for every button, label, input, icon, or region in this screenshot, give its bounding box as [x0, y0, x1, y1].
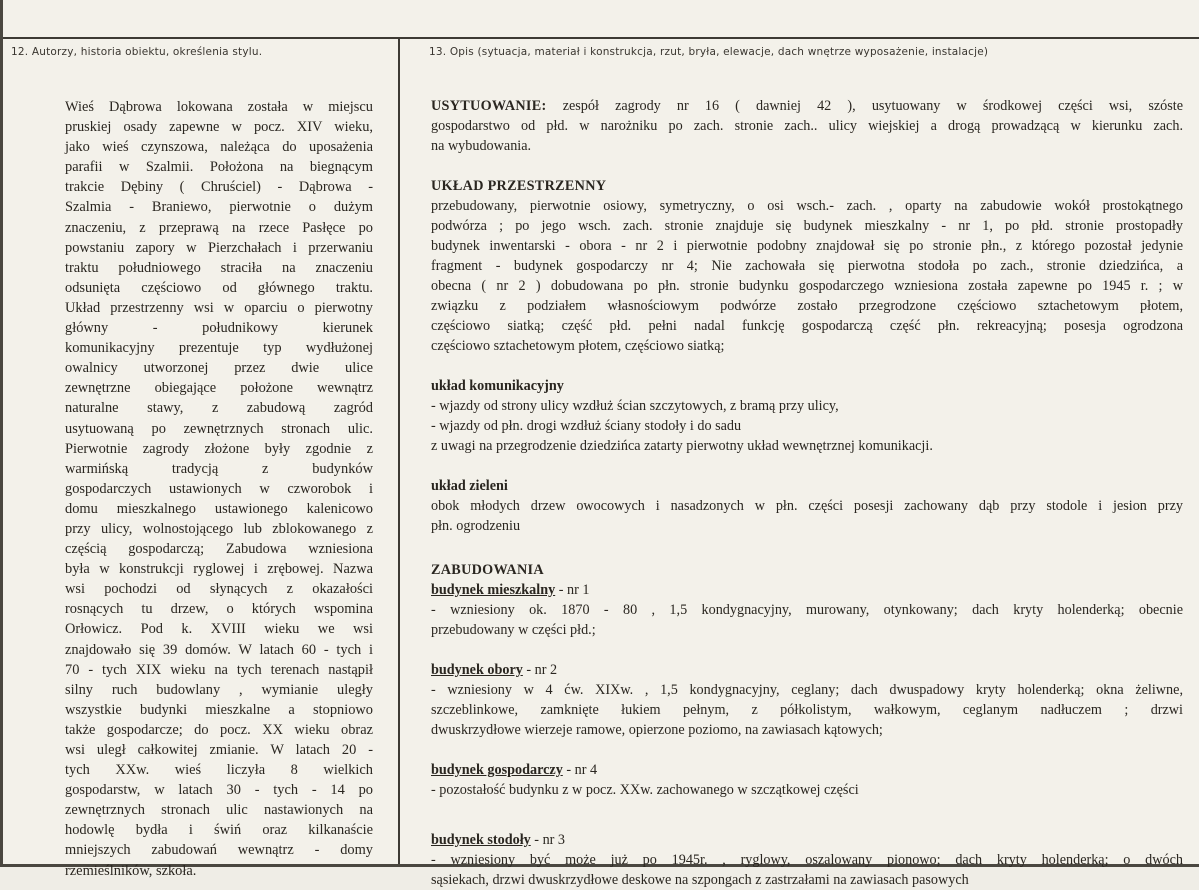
- building-number: - nr 1: [555, 582, 590, 598]
- building-name: budynek obory: [431, 662, 523, 678]
- history-line: rzemieślników, szkoła.: [65, 862, 197, 879]
- history-line: naturalne stawy, z zabudową zagród: [65, 400, 373, 417]
- uklad-line: związku z podziałem własnościowym podwórze zostało przegrodzone częściowo sztachetowym płotem,: [431, 298, 1183, 314]
- history-line: jako wieś czynszowa, należąca do uposażenia: [65, 139, 373, 156]
- history-line: znaczeniu, z przeprawą na rzece Pasłęce po: [65, 219, 373, 236]
- komunikacja-line: z uwagi na przegrodzenie dziedzińca zatarty pierwotny układ wewnętrznej komunikacji.: [431, 438, 933, 454]
- history-line: Pierwotnie zagrody złożone były zgodnie z: [65, 440, 373, 457]
- zielen-lines: [431, 496, 1183, 536]
- history-line: wsi uległ całkowitej zmianie. W latach 20 -: [65, 742, 373, 758]
- uklad-line: przebudowany, pierwotnie osiowy, symetryczny, o osi wsch.- zach. , oparty na zabudowie wokół prostokątnego: [431, 198, 1183, 214]
- zabudowania-heading: ZABUDOWANIA: [431, 562, 544, 578]
- komunikacja-heading: układ komunikacyjny: [431, 378, 564, 394]
- zielen-heading: układ zieleni: [431, 478, 508, 494]
- buildings-list: [431, 580, 1183, 890]
- history-line: traktu południowego straciła na znaczeniu: [65, 259, 373, 276]
- komunikacja-line: - wjazdy od strony ulicy wzdłuż ścian szczytowych, z bramą przy ulicy,: [431, 398, 839, 414]
- history-line: gospodarstw, w latach 30 - tych - 14 po: [65, 782, 373, 799]
- building-heading: [431, 580, 1183, 600]
- history-line: Wieś Dąbrowa lokowana została w miejscu: [65, 99, 373, 115]
- history-line: także gospodarcze; do pocz. XX wieku obraz: [65, 721, 373, 738]
- uklad-line: podwórza ; po jego wsch. zach. stronie znajduje się budynek mieszkalny - nr 1, po płd. stronie prostopadły: [431, 218, 1183, 234]
- usytuowanie-line-0: [431, 96, 1183, 116]
- history-line: wszystkie budynki mieszkalne a stopniowo: [65, 701, 373, 718]
- history-line: była w konstrukcji ryglowej i zrębowej. Nazwa: [65, 561, 373, 578]
- history-line: komunikacyjny prezentuje typ wydłużonej: [65, 340, 373, 357]
- history-line: mniejszych zabudowań wewnątrz - domy: [65, 842, 373, 859]
- history-line: powstaniu zapory w Pierzchałach i przerwaniu: [65, 239, 373, 256]
- usytuowanie-line-2: na wybudowania.: [431, 138, 532, 154]
- history-line: owalnicy utworzonej przez dwie ulice: [65, 360, 373, 377]
- building-name: budynek gospodarczy: [431, 762, 563, 778]
- history-line: przy ulicy, wolnostojącego lub zblokowanego z: [65, 520, 373, 537]
- building-name: budynek mieszkalny: [431, 582, 556, 598]
- history-line: zewnętrzne obiegające położone wewnątrz: [65, 380, 373, 397]
- building-heading: [431, 760, 1183, 780]
- building-line: przebudowany w części płd.;: [431, 622, 596, 638]
- history-line: odsunięta częściowo od głównego traktu.: [65, 279, 373, 296]
- uklad-line: obecna ( nr 2 ) dobudowana po płn. stronie budynku gospodarczego wzniesiona została zapewne po 1945 r. ; w: [431, 278, 1183, 294]
- building-line: - pozostałość budynku z w pocz. XXw. zachowanego w szczątkowej części: [431, 782, 859, 798]
- zielen-line: płn. ogrodzeniu: [431, 518, 521, 534]
- building-entry: [431, 760, 1183, 800]
- building-number: - nr 4: [562, 762, 598, 778]
- top-rule: [3, 37, 1199, 39]
- building-line: - wzniesiony być może już po 1945r. , ryglowy, oszalowany pionowo; dach kryty holenderką; o dwóch: [431, 852, 1183, 868]
- history-line: rosnących tu drzew, o których wspomina: [65, 601, 373, 618]
- komunikacja-lines: [431, 396, 1183, 456]
- history-text: [65, 97, 373, 881]
- building-line: - wzniesiony w 4 ćw. XIXw. , 1,5 kondygnacyjny, ceglany; dach dwuspadowy kryty holenderką; okna żeliwne,: [431, 682, 1183, 698]
- history-line: Układ przestrzenny wsi w oparciu o pierwotny: [65, 299, 373, 316]
- building-entry: [431, 580, 1183, 640]
- building-line: - wzniesiony ok. 1870 - 80 , 1,5 kondygnacyjny, murowany, otynkowany; dach kryty holenderką; obecnie: [431, 602, 1183, 618]
- history-line: Orłowicz. Pod k. XVIII wieku we wsi: [65, 621, 373, 638]
- history-line: pruskiej osady zapewne w pocz. XIV wieku,: [65, 119, 373, 136]
- history-line: Szalmia - Braniewo, pierwotnie o dużym: [65, 199, 373, 216]
- building-heading: [431, 660, 1183, 680]
- building-entry: [431, 830, 1183, 890]
- history-line: zewnętrznych stronach ulic nastawionych na: [65, 802, 373, 819]
- building-heading: [431, 830, 1183, 850]
- komunikacja-line: - wjazdy od płn. drogi wzdłuż ściany stodoły i do sadu: [431, 418, 742, 434]
- usytuowanie-line-1: gospodarstwo od płd. w narożniku po zach. stronie zach.. ulicy wiejskiej a drogą prowadzącą w kierunku zach.: [431, 118, 1183, 134]
- history-line: usytuowaną po zewnętrznych stronach ulic.: [65, 420, 373, 437]
- history-line: główny - południkowy kierunek: [65, 320, 373, 337]
- building-entry: [431, 660, 1183, 740]
- history-line: 70 - tych XIX wieku na tych terenach nastąpił: [65, 661, 373, 678]
- history-line: wsi pochodzi od słynących z okazałości: [65, 581, 373, 598]
- building-number: - nr 2: [522, 662, 558, 678]
- section-13-header: 13. Opis (sytuacja, materiał i konstrukcja, rzut, bryła, elewacje, dach wnętrze wyposażenie, instalacje): [429, 46, 989, 58]
- history-line: tych XXw. wieś liczyła 8 wielkich: [65, 762, 373, 779]
- building-line: szczeblinkowe, zamknięte łukiem pełnym, z półkolistym, wałkowym, ceglanym nadłuczem ; drzwi: [431, 702, 1183, 718]
- building-line: sąsiekach, drzwi dwuskrzydłowe deskowe na szpongach z zastrzałami na zawiasach pasowych: [431, 872, 969, 888]
- building-number: - nr 3: [530, 832, 566, 848]
- history-line: hodowlę bydła i świń oraz kilkanaście: [65, 822, 373, 839]
- uklad-line: fragment - budynek gospodarczy nr 4; Nie zachowała się pierwotna stodoła po zach., stronie dziedzińca, a: [431, 258, 1183, 274]
- uklad-lines: [431, 196, 1183, 356]
- building-name: budynek stodoły: [431, 832, 531, 848]
- column-divider: [398, 37, 400, 864]
- uklad-line: częściowo sztachetowym płotem, częściowo siatką;: [431, 338, 725, 354]
- building-line: dwuskrzydłowe wierzeje ramowe, opierzone poziomo, na zawiasach kątowych;: [431, 722, 883, 738]
- uklad-line: częściowo siatką; część płd. pełni nadal funkcję gospodarczą część płn. rekreacyjną; posesja ogrodzona: [431, 318, 1183, 334]
- description-text: [431, 96, 1183, 890]
- history-line: parafii w Szalmii. Położona na biegnącym: [65, 159, 373, 176]
- history-line: silny ruch budowlany , wymianie uległy: [65, 681, 373, 698]
- history-line: trakcie Dębiny ( Chruściel) - Dąbrowa -: [65, 179, 373, 196]
- history-line: gospodarczych ustawionych w czworobok i: [65, 480, 373, 497]
- history-line: domu mieszkalnego ustawionego kalenicowo: [65, 500, 373, 517]
- zielen-line: obok młodych drzew owocowych i nasadzonych w płn. części posesji zachowany dąb przy stodole i jesion przy: [431, 498, 1183, 514]
- section-12-header: 12. Autorzy, historia obiektu, określenia stylu.: [11, 46, 263, 58]
- history-line: znajdowało się 39 domów. W latach 60 - tych i: [65, 641, 373, 658]
- history-line: częścią gospodarczą; Zabudowa wzniesiona: [65, 541, 373, 558]
- uklad-heading: UKŁAD PRZESTRZENNY: [431, 178, 607, 194]
- uklad-line: budynek inwentarski - obora - nr 2 i pierwotnie podobny znajdował się po stronie płn., z którego pozostał jedynie: [431, 238, 1183, 254]
- history-line: warmińską tradycją z budynków: [65, 460, 373, 477]
- usytuowanie-text: zespół zagrody nr 16 ( dawniej 42 ), usytuowany w środkowej części wsi, szóste: [562, 98, 1183, 114]
- usytuowanie-heading: USYTUOWANIE:: [431, 98, 547, 114]
